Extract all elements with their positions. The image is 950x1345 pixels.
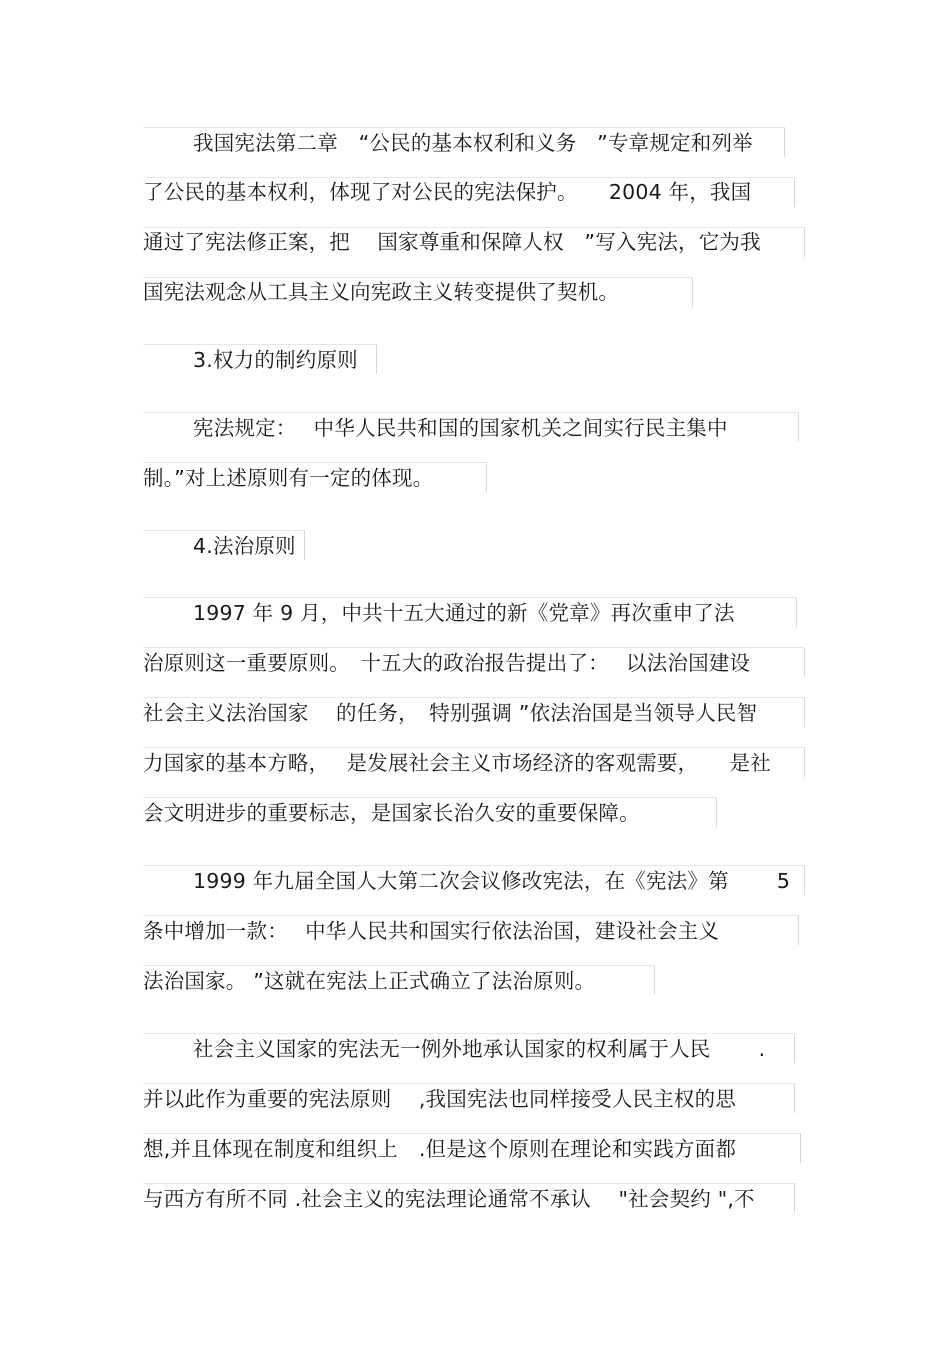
paragraph-3-line-1: 宪法规定： 中华人民共和国的国家机关之间实行民主集中 bbox=[193, 416, 728, 440]
paragraph-7-line-3: 想,并且体现在制度和组织上 .但是这个原则在理论和实践方面都 bbox=[143, 1137, 737, 1161]
paragraph-1-line-3: 通过了宪法修正案，把 国家尊重和保障人权 ”写入宪法，它为我 bbox=[143, 230, 761, 254]
paragraph-1-line-4: 国宪法观念从工具主义向宪政主义转变提供了契机。 bbox=[143, 280, 620, 304]
paragraph-5-line-3: 社会主义法治国家 的任务， 特别强调 ”依法治国是当领导人民智 bbox=[143, 701, 758, 725]
section-heading-3: 3.权力的制约原则 bbox=[193, 348, 358, 372]
paragraph-6-line-2: 条中增加一款： 中华人民共和国实行依法治国，建设社会主义 bbox=[143, 919, 720, 943]
paragraph-1-line-2: 了公民的基本权利，体现了对公民的宪法保护。 2004 年，我国 bbox=[143, 180, 752, 204]
paragraph-7-line-4: 与西方有所不同 .社会主义的宪法理论通常不承认 "社会契约 ",不 bbox=[143, 1187, 755, 1211]
paragraph-5-line-4: 力国家的基本方略， 是发展社会主义市场经济的客观需要， 是社 bbox=[143, 751, 771, 775]
paragraph-7-line-1: 社会主义国家的宪法无一例外地承认国家的权利属于人民 . bbox=[193, 1037, 766, 1061]
paragraph-5-line-2: 治原则这一重要原则。 十五大的政治报告提出了： 以法治国建设 bbox=[143, 651, 751, 675]
paragraph-5-line-5: 会文明进步的重要标志，是国家长治久安的重要保障。 bbox=[143, 801, 640, 825]
paragraph-7-line-2: 并以此作为重要的宪法原则 ,我国宪法也同样接受人民主权的思 bbox=[143, 1087, 737, 1111]
paragraph-5-line-1: 1997 年 9 月，中共十五大通过的新《党章》再次重申了法 bbox=[193, 601, 735, 625]
paragraph-1-line-1: 我国宪法第二章 “公民的基本权利和义务 ”专章规定和列举 bbox=[193, 131, 753, 155]
paragraph-6-line-1: 1999 年九届全国人大第二次会议修改宪法，在《宪法》第 5 bbox=[193, 869, 791, 893]
paragraph-6-line-3: 法治国家。 ”这就在宪法上正式确立了法治原则。 bbox=[143, 969, 596, 993]
paragraph-3-line-2: 制。”对上述原则有一定的体现。 bbox=[143, 466, 434, 490]
section-heading-4: 4.法治原则 bbox=[193, 534, 296, 558]
